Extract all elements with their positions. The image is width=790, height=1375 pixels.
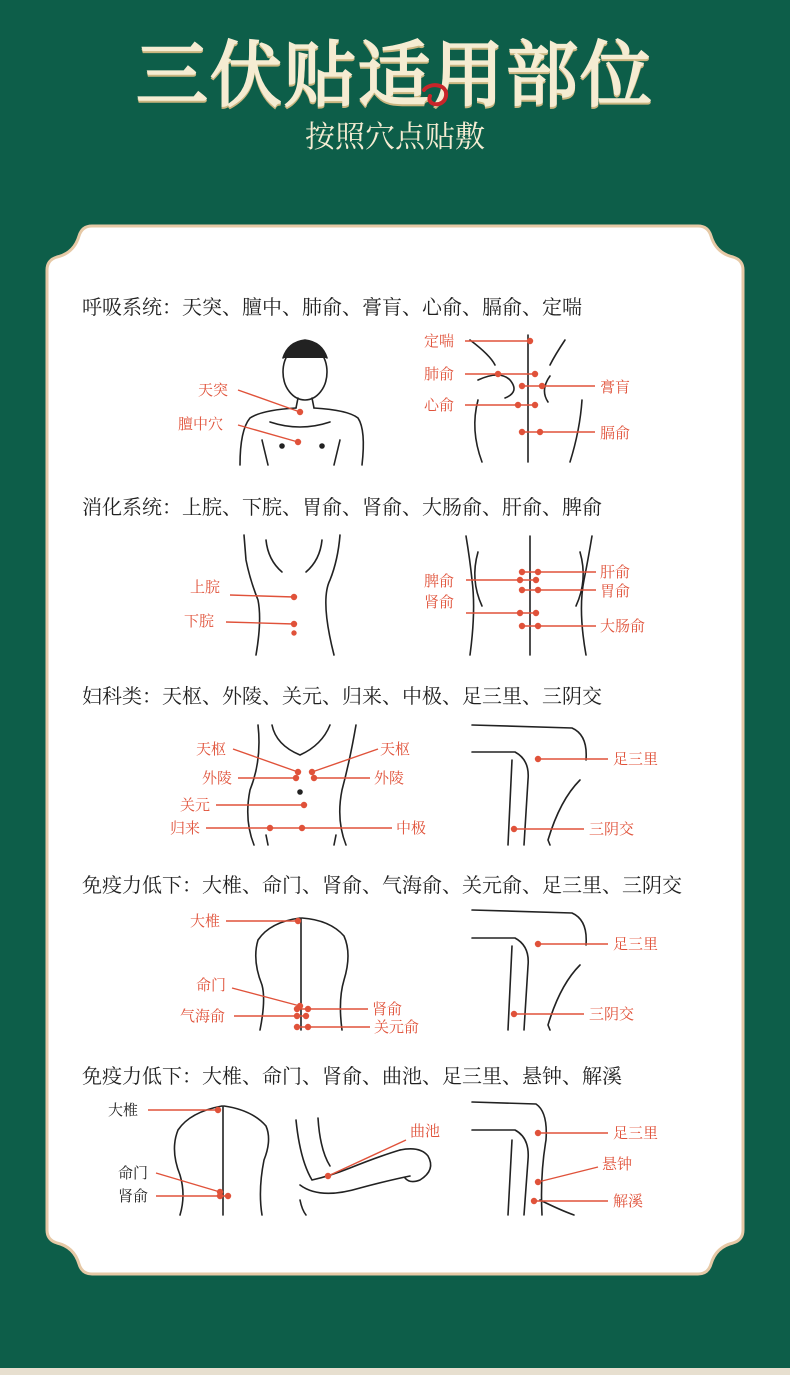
point-label: 气海俞 [180,1007,226,1025]
page-subtitle: 按照穴点贴敷 [305,120,485,155]
point-label: 三阴交 [589,820,635,838]
point-label: 下脘 [184,612,215,630]
point-label: 肾俞 [118,1187,149,1205]
point-label: 足三里 [613,750,659,768]
point-label: 三阴交 [589,1005,635,1023]
point-label: 大椎 [190,912,221,930]
point-label: 足三里 [613,935,659,953]
point-label: 曲池 [410,1122,441,1140]
point-label: 上脘 [190,578,221,596]
point-label: 归来 [170,819,201,837]
point-label: 胃俞 [600,582,631,600]
point-label: 解溪 [613,1192,644,1210]
section-heading-digestive: 消化系统：上脘、下脘、胃俞、肾俞、大肠俞、肝俞、脾俞 [82,495,602,519]
point-label: 关元俞 [374,1018,420,1036]
page-title: 三伏贴适用部位 [135,32,654,117]
point-label: 膏肓 [600,378,631,396]
point-label: 大肠俞 [600,617,646,635]
point-label: 肾俞 [372,1000,403,1018]
point-label: 心俞 [424,396,455,414]
section-heading-respiratory: 呼吸系统：天突、膻中、肺俞、膏肓、心俞、膈俞、定喘 [82,295,582,319]
point-label: 肾俞 [424,593,455,611]
point-label: 膻中穴 [178,415,224,433]
point-label: 命门 [118,1164,149,1182]
section-heading-immunity-1: 免疫力低下：大椎、命门、肾俞、气海俞、关元俞、足三里、三阴交 [82,873,682,897]
point-label: 外陵 [374,769,405,787]
section-heading-immunity-2: 免疫力低下：大椎、命门、肾俞、曲池、足三里、悬钟、解溪 [82,1064,622,1088]
point-label: 命门 [196,976,227,994]
point-label: 膈俞 [600,424,631,442]
point-label: 悬钟 [602,1155,633,1173]
point-label: 天枢 [196,740,227,758]
point-label: 足三里 [613,1124,659,1142]
point-label: 肝俞 [600,563,631,581]
point-label: 大椎 [108,1101,139,1119]
point-label: 肺俞 [424,365,455,383]
point-label: 定喘 [424,332,455,350]
point-label: 天枢 [380,740,411,758]
section-heading-gynecology: 妇科类：天枢、外陵、关元、归来、中极、足三里、三阴交 [82,684,602,708]
point-label: 外陵 [202,769,233,787]
point-label: 脾俞 [424,572,455,590]
point-label: 关元 [180,796,211,814]
point-label: 中极 [396,819,427,837]
bottom-strip [0,1368,790,1375]
point-label: 天突 [198,381,229,399]
